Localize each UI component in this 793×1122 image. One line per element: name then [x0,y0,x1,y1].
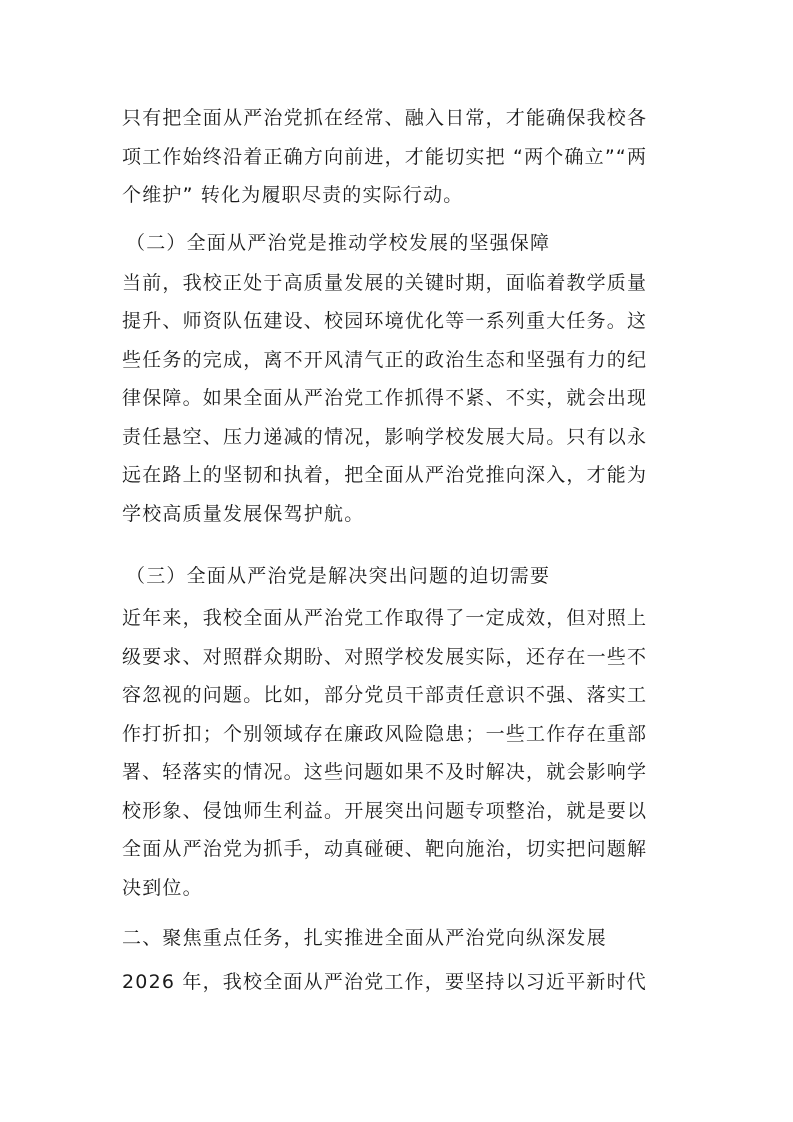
paragraph-line: 只有把全面从严治党抓在经常、融入日常，才能确保我校各 [122,107,648,129]
paragraph-line: 署、轻落实的情况。这些问题如果不及时解决，就会影响学 [122,761,648,783]
paragraph-line: 容忽视的问题。比如，部分党员干部责任意识不强、落实工 [122,684,648,706]
paragraph-line: 责任悬空、压力递减的情况，影响学校发展大局。只有以永 [122,426,648,448]
paragraph-line: 远在路上的坚韧和执着，把全面从严治党推向深入，才能为 [122,464,648,486]
paragraph-line: 决到位。 [122,877,203,899]
section-heading: （二）全面从严治党是推动学校发展的坚强保障 [126,232,551,254]
paragraph-line: 近年来，我校全面从严治党工作取得了一定成效，但对照上 [122,607,648,629]
paragraph-line: 律保障。如果全面从严治党工作抓得不紧、不实，就会出现 [122,387,648,409]
paragraph-line: 级要求、对照群众期盼、对照学校发展实际，还存在一些不 [122,646,648,668]
chapter-heading: 二、聚焦重点任务，扎实推进全面从严治党向纵深发展 [122,927,607,949]
paragraph-line: 学校高质量发展保驾护航。 [122,503,365,525]
paragraph-line: 项工作始终沿着正确方向前进，才能切实把 “两个确立”“两 [122,146,648,168]
paragraph-line: 些任务的完成，离不开风清气正的政治生态和坚强有力的纪 [122,349,648,371]
paragraph-line: 2026 年，我校全面从严治党工作，要坚持以习近平新时代 [122,971,647,993]
paragraph-line: 当前，我校正处于高质量发展的关键时期，面临着教学质量 [122,272,648,294]
section-heading: （三）全面从严治党是解决突出问题的迫切需要 [126,565,551,587]
paragraph-line: 个维护” 转化为履职尽责的实际行动。 [122,184,464,206]
paragraph-line: 全面从严治党为抓手，动真碰硬、靶向施治，切实把问题解 [122,838,648,860]
paragraph-line: 提升、师资队伍建设、校园环境优化等一系列重大任务。这 [122,310,648,332]
paragraph-line: 作打折扣；个别领域存在廉政风险隐患；一些工作存在重部 [122,723,648,745]
paragraph-line: 校形象、侵蚀师生利益。开展突出问题专项整治，就是要以 [122,800,648,822]
